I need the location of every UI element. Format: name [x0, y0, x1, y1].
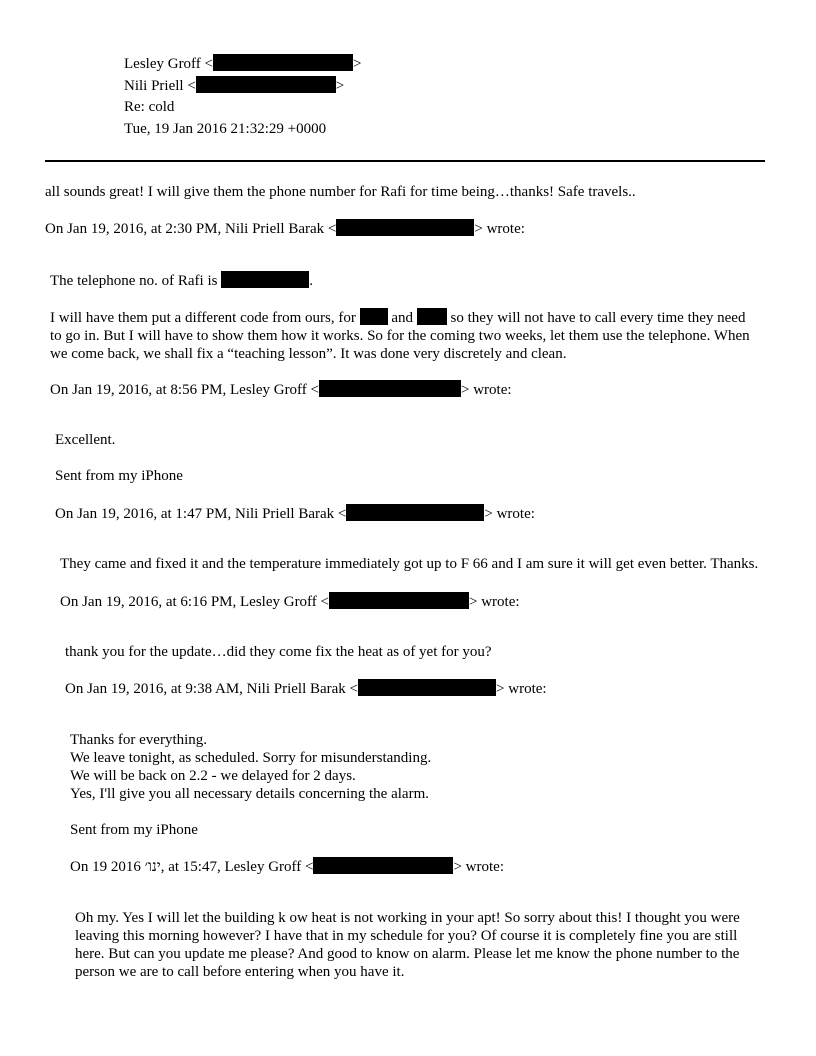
attribution-wrote: > wrote:: [461, 382, 512, 398]
attribution-wrote: > wrote:: [484, 506, 535, 522]
to-close: >: [335, 78, 345, 94]
attribution-wrote: > wrote:: [496, 681, 547, 697]
message-paragraph: Oh my. Yes I will let the building k ow heat is not working in your apt! So sorry about this! I thought you were leaving this morning however? I have that in my schedule for you? Of course it is completely fine you are still here. But can you update me please? And good to know on alarm. Please let me know the phone number to the person we are to call before entering when you have it.: [75, 910, 740, 980]
message-text-part: .: [309, 273, 313, 289]
attribution-hebrew-month: ינו׳ 2016: [110, 859, 161, 875]
attribution-text: On Jan 19, 2016, at 2:30 PM, Nili Priell Barak <: [45, 221, 337, 237]
message-paragraph: [50, 308, 755, 363]
to-value: [124, 76, 344, 95]
from-value: [124, 54, 361, 73]
message-text: thank you for the update…did they come fix the heat as of yet for you?: [65, 644, 492, 660]
attribution-wrote: > wrote:: [469, 594, 520, 610]
redacted-email: [358, 679, 496, 696]
signature-text: Sent from my iPhone: [70, 822, 198, 838]
quote-attribution: [50, 380, 512, 399]
attribution-text: On Jan 19, 2016, at 9:38 AM, Nili Priell Barak <: [65, 681, 359, 697]
attribution-wrote: > wrote:: [474, 221, 525, 237]
quote-attribution: [70, 857, 504, 876]
redacted-email: [313, 857, 453, 874]
message-text: We will be back on 2.2 - we delayed for 2 days.: [70, 768, 356, 784]
redacted-email: [346, 504, 484, 521]
redacted-email: [329, 592, 469, 609]
signature-text: Sent from my iPhone: [55, 468, 183, 484]
attribution-text: On Jan 19, 2016, at 1:47 PM, Nili Priell Barak <: [55, 506, 347, 522]
message-text: Yes, I'll give you all necessary details concerning the alarm.: [70, 786, 429, 802]
attribution-text: , at 15:47, Lesley Groff <: [160, 859, 314, 875]
redacted-name: [360, 308, 388, 325]
to-name: Nili Priell <: [124, 78, 196, 94]
message-text: all sounds great! I will give them the phone number for Rafi for time being…thanks! Safe travels..: [45, 184, 636, 200]
attribution-text: On Jan 19, 2016, at 8:56 PM, Lesley Groff <: [50, 382, 319, 398]
redacted-phone: [221, 271, 309, 288]
attribution-text: On Jan 19, 2016, at 6:16 PM, Lesley Groff <: [60, 594, 329, 610]
redacted-email: [336, 219, 474, 236]
from-name: Lesley Groff <: [124, 56, 213, 72]
message-text: We leave tonight, as scheduled. Sorry for misunderstanding.: [70, 750, 432, 766]
quote-attribution: [60, 592, 520, 611]
attribution-wrote: > wrote:: [453, 859, 504, 875]
attribution-text: On 19: [70, 859, 111, 875]
quote-attribution: [55, 504, 535, 523]
subject-value: Re: cold: [124, 99, 175, 115]
message-text: [50, 271, 313, 290]
from-close: >: [353, 56, 362, 72]
redacted-name: [417, 308, 447, 325]
message-text-part: I will have them put a different code from ours, for: [50, 310, 360, 326]
message-text: Excellent.: [55, 432, 116, 448]
quote-attribution: [45, 219, 525, 238]
redacted-email: [196, 76, 336, 93]
message-text-part: so they will not have to call every time they need to go in. But I will have to show them how it works. So for the coming two weeks, let them use the telephone. When we come back, we shall fix a “teaching lesson”. It was done very discretely and clean.: [50, 310, 750, 362]
redacted-email: [319, 380, 461, 397]
redacted-email: [213, 54, 353, 71]
message-text-part: and: [387, 310, 417, 326]
message-paragraph: They came and fixed it and the temperature immediately got up to F 66 and I am sure it will get even better. Thanks.: [60, 556, 759, 572]
message-text: Thanks for everything.: [70, 732, 208, 748]
header-divider: [45, 160, 765, 162]
message-text-part: The telephone no. of Rafi is: [50, 273, 222, 289]
quote-attribution: [65, 679, 547, 698]
date-value: Tue, 19 Jan 2016 21:32:29 +0000: [124, 121, 327, 137]
